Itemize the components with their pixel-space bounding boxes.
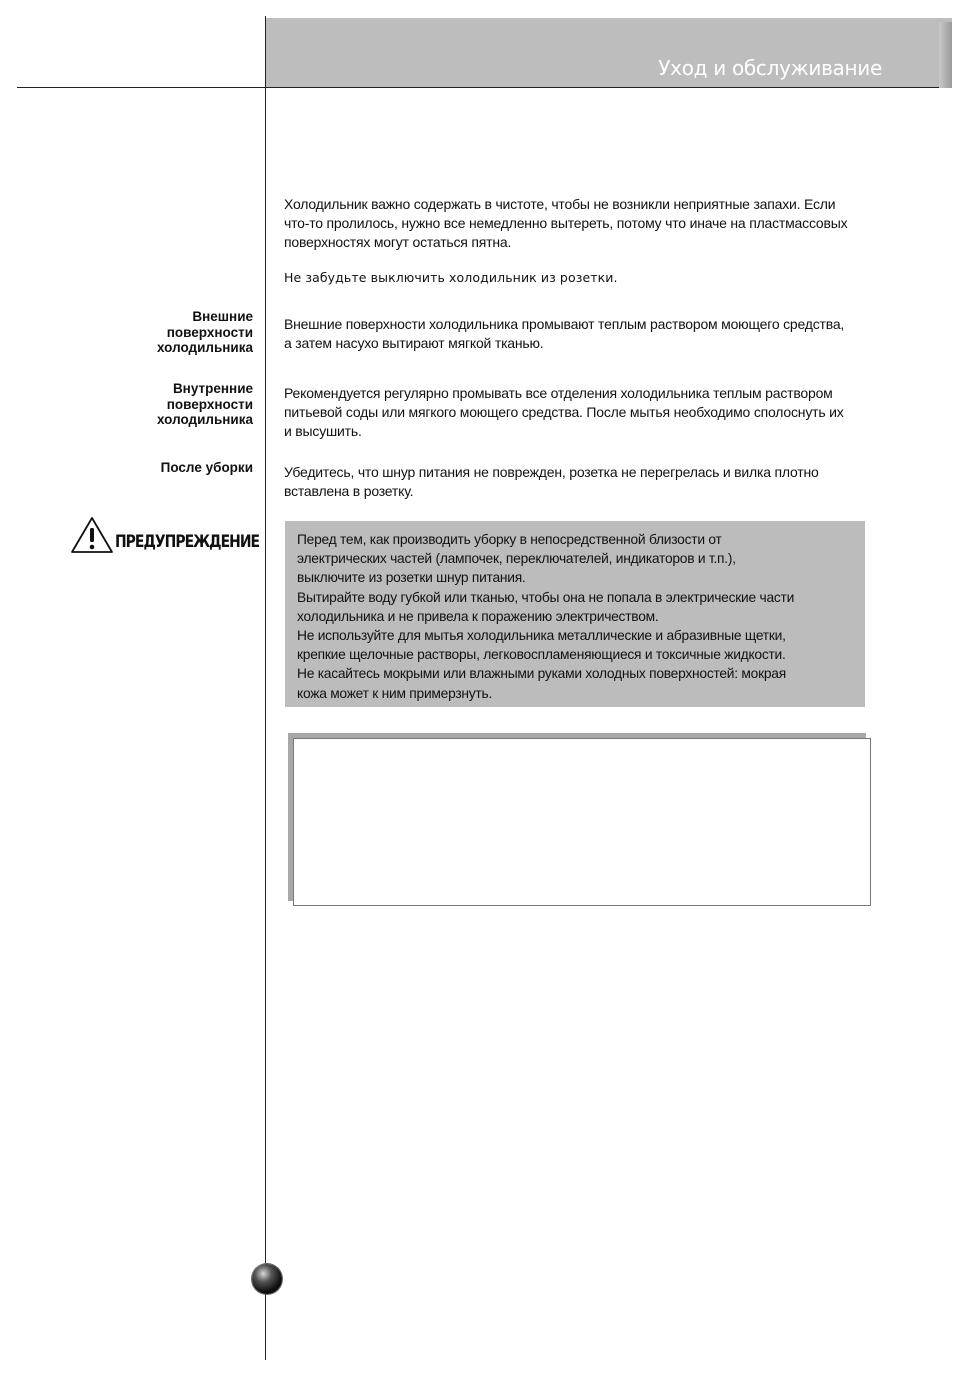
intro-paragraph: Холодильник важно содержать в чистоте, чтобы не возникли неприятные запахи. Если что-то пролилось, нужно все немедленно вытереть, потому что иначе на пластмассовых поверхностях могут остаться пятна.	[284, 196, 848, 250]
warning-line: электрических частей (лампочек, переключателей, индикаторов и т.п.),	[297, 551, 736, 567]
warning-line: Перед тем, как производить уборку в непосредственной близости от	[297, 532, 722, 547]
header-bar-shadow	[939, 22, 952, 88]
warning-triangle-icon	[70, 516, 114, 554]
section-heading-interior: Внутренние поверхности холодильника	[156, 381, 253, 427]
page-marker-dot	[252, 1264, 282, 1294]
warning-line: Не используйте для мытья холодильника металлические и абразивные щетки,	[297, 628, 786, 644]
warning-line: кожа может к ним примерзнуть.	[297, 685, 493, 701]
warning-text	[297, 530, 867, 703]
margin-divider	[265, 16, 266, 1360]
section-heading-after-cleaning: После уборки	[160, 460, 253, 475]
note-box	[293, 738, 871, 906]
unplug-reminder: Не забудьте выключить холодильник из розетки.	[284, 270, 618, 285]
warning-line: выключите из розетки шнур питания.	[297, 570, 526, 586]
section-text-exterior: Внешние поверхности холодильника промывают теплым раствором моющего средства, а затем насухо вытирают мягкой тканью.	[284, 316, 845, 351]
warning-line: Вытирайте воду губкой или тканью, чтобы она не попала в электрические части	[297, 589, 795, 605]
section-text-after-cleaning: Убедитесь, что шнур питания не поврежден, розетка не перегрелась и вилка плотно вставлена в розетку.	[284, 464, 819, 499]
header-divider	[17, 87, 939, 88]
warning-label: ПРЕДУПРЕЖДЕНИЕ	[70, 516, 291, 554]
section-text-interior: Рекомендуется регулярно промывать все отделения холодильника теплым раствором питьевой соды или мягкого моющего средства. После мытья необходимо сполоснуть их и высушить.	[284, 385, 844, 439]
warning-line: Не касайтесь мокрыми или влажными руками холодных поверхностей: мокрая	[297, 666, 786, 682]
section-heading-exterior: Внешние поверхности холодильника	[156, 309, 253, 355]
page-title: Уход и обслуживание	[658, 56, 882, 80]
warning-line: холодильника и не привела к поражению электричеством.	[297, 608, 659, 624]
warning-line: крепкие щелочные растворы, легковоспламеняющиеся и токсичные жидкости.	[297, 647, 786, 663]
